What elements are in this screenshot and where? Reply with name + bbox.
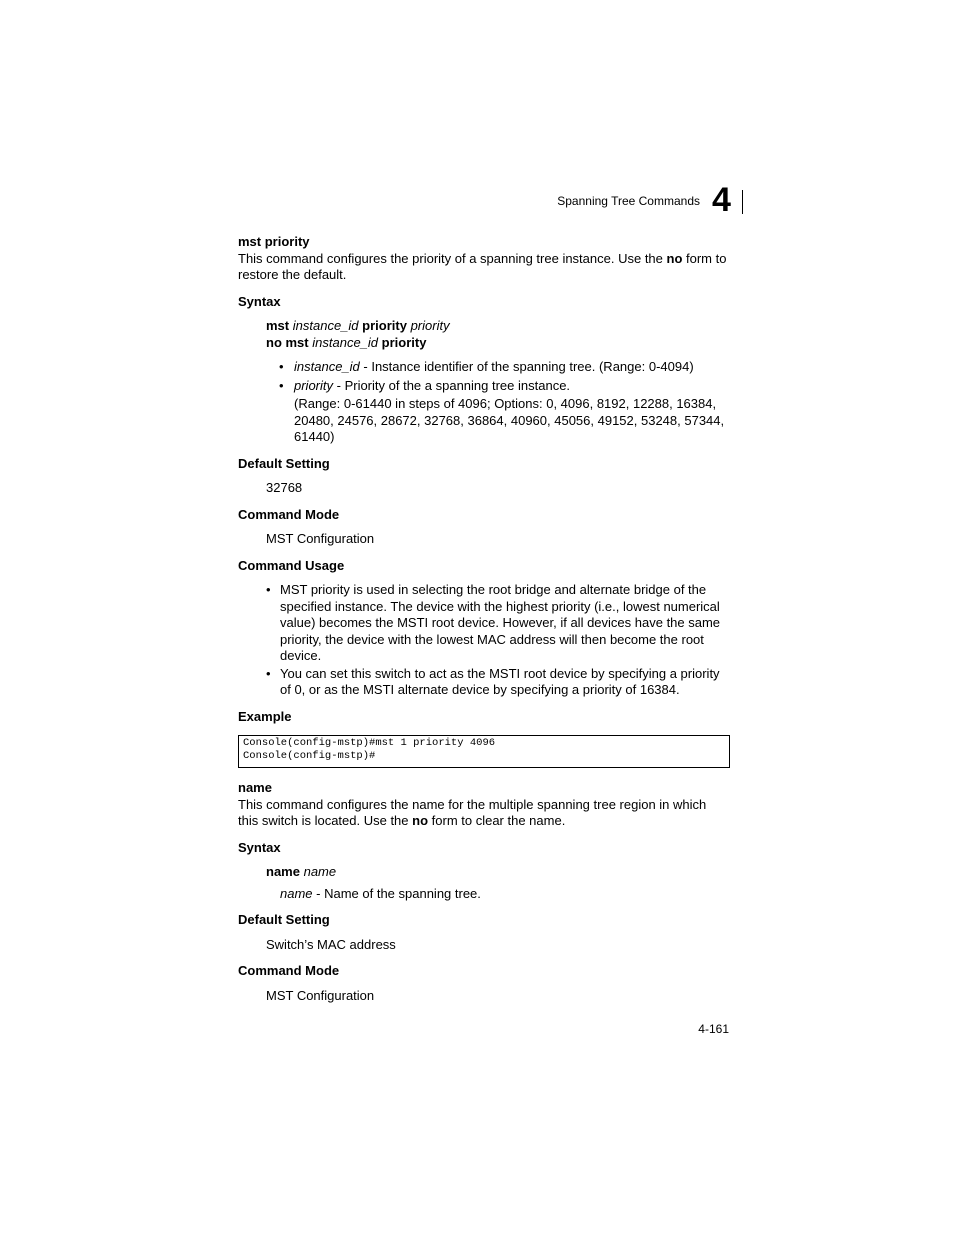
list-item: • MST priority is used in selecting the root bridge and alternate bridge of the specified instance. The device with the highest priority (i.e., lowest numerical value) becomes the MSTI root device. However, if all devices have the same priority, the device with the lowest MAC address will then become the root device. — [266, 582, 721, 663]
list-item: • You can set this switch to act as the MSTI root device by specifying a priority of 0, or as the MSTI alternate device by specifying a priority of 16384. — [266, 665, 720, 697]
command-mode-heading: Command Mode — [238, 963, 340, 978]
command-usage-heading: Command Usage — [238, 557, 345, 573]
code-line: Console(config-mstp)#mst 1 priority 4096 — [243, 737, 496, 749]
syntax-line: no mst instance_id priority — [266, 334, 427, 350]
page-content — [238, 234, 730, 1004]
syntax-line: name name — [266, 864, 337, 879]
parameter-description: name - Name of the spanning tree. — [280, 885, 481, 901]
syntax-line: mst instance_id priority priority — [266, 318, 450, 333]
default-value: 32768 — [266, 480, 303, 495]
parameter-list — [266, 359, 730, 446]
command-mode-value: MST Configuration — [266, 987, 375, 1003]
code-line: Console(config-mstp)# — [243, 750, 376, 762]
default-setting-heading: Default Setting — [238, 912, 330, 927]
default-value: Switch’s MAC address — [266, 936, 396, 952]
running-header: Spanning Tree Commands — [557, 194, 700, 208]
chapter-divider — [742, 190, 743, 214]
command-title-mst-priority: mst priority — [238, 234, 310, 249]
default-setting-heading: Default Setting — [238, 455, 330, 471]
command-mode-value: MST Configuration — [266, 531, 375, 546]
page-number: 4-161 — [698, 1022, 729, 1036]
usage-list — [238, 582, 730, 699]
command-description: This command configures the name for the multiple spanning tree region in which this switch is located. Use the no form to clear the name. — [238, 796, 707, 828]
command-title-name: name — [238, 780, 272, 795]
example-heading: Example — [238, 708, 292, 724]
code-example — [238, 735, 730, 768]
list-item: • instance_id - Instance identifier of the spanning tree. (Range: 0-4094) — [279, 359, 694, 374]
command-description: This command configures the priority of a spanning tree instance. Use the no form to restore the default. — [238, 250, 727, 282]
list-item: • priority - Priority of the a spanning tree instance. (Range: 0-61440 in steps of 4096; Options: 0, 4096, 8192, 12288, 16384, 20480, 24576, 28672, 32768, 36864, 40960, 45056, 49152, 53248, 57344, 61440) — [279, 377, 725, 444]
syntax-heading: Syntax — [238, 293, 281, 309]
command-mode-heading: Command Mode — [238, 506, 340, 522]
syntax-heading: Syntax — [238, 839, 281, 855]
chapter-number: 4 — [712, 181, 731, 219]
